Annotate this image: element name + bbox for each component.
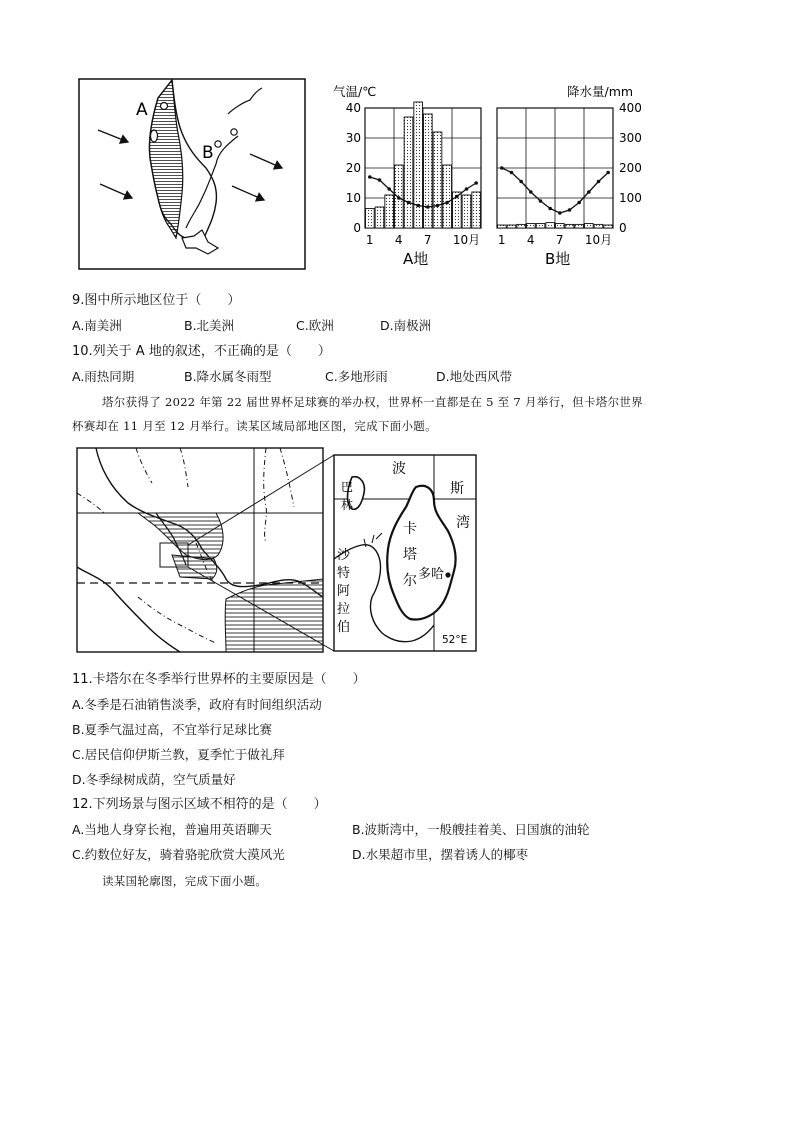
temp-point <box>587 190 591 194</box>
precip-bar <box>536 224 545 229</box>
precip-bar <box>594 224 603 228</box>
temp-point <box>519 180 523 184</box>
q12-stem: 12.下列场景与图示区域不相符的是（ ） <box>72 797 327 812</box>
x-tick-label: 1 <box>365 233 374 247</box>
temp-point <box>465 187 469 191</box>
x-tick-label: 10月 <box>584 233 613 247</box>
middle-east-map <box>76 447 478 655</box>
q11-stem: 11.卡塔尔在冬季举行世界杯的主要原因是（ ） <box>72 672 366 687</box>
temp-point <box>568 208 572 212</box>
chart-b-ylabel: 降水量/mm <box>567 84 634 99</box>
x-tick-label: 1 <box>497 233 506 247</box>
location-a-dot <box>161 103 168 110</box>
intro-country: 读某国轮廓图，完成下面小题。 <box>102 874 268 888</box>
precip-bar <box>498 225 507 228</box>
q12-option-a[interactable]: A.当地人身穿长袍，普遍用英语聊天 <box>72 822 272 837</box>
precip-bar <box>404 117 413 228</box>
q11-option-c[interactable]: C.居民信仰伊斯兰教，夏季忙于做礼拜 <box>72 747 285 762</box>
x-tick-label: 7 <box>555 233 564 247</box>
precip-bar <box>385 195 394 228</box>
y-tick-label: 30 <box>345 131 361 145</box>
y2-tick-label: 0 <box>619 221 627 235</box>
y2-tick-label: 300 <box>619 131 642 145</box>
q9-option-c[interactable]: C.欧洲 <box>296 318 334 333</box>
q10-stem: 10.列关于 A 地的叙述，不正确的是（ ） <box>72 344 331 359</box>
q10-option-a[interactable]: A.雨热同期 <box>72 369 135 384</box>
climate-charts <box>325 80 650 270</box>
x-tick-label: 10月 <box>452 233 481 247</box>
temp-point <box>378 178 382 182</box>
q12-option-c[interactable]: C.约数位好友，骑着骆驼欣赏大漠风光 <box>72 847 285 862</box>
y2-tick-label: 400 <box>619 101 642 115</box>
location-b-dot <box>215 141 221 147</box>
chiloe-island <box>151 130 158 142</box>
y-tick-label: 20 <box>345 161 361 175</box>
coast-dot <box>231 129 237 135</box>
temp-point <box>474 181 478 185</box>
precip-bar <box>546 223 555 228</box>
label-saudi-5: 伯 <box>337 620 351 635</box>
temp-point <box>500 166 504 170</box>
q11-option-b[interactable]: B.夏季气温过高，不宜举行足球比赛 <box>72 722 273 737</box>
temp-point <box>416 204 420 208</box>
label-saudi-4: 拉 <box>337 602 351 617</box>
precip-bar <box>414 102 423 228</box>
precip-bar <box>517 224 526 228</box>
temp-point <box>577 201 581 205</box>
chart-a-ylabel: 气温/℃ <box>333 84 377 99</box>
label-bahrain-1: 巴 <box>341 480 354 494</box>
q9-stem: 9.图中所示地区位于（ ） <box>72 293 241 308</box>
precip-bar <box>443 165 452 228</box>
y-tick-label: 40 <box>345 101 361 115</box>
intro-qatar-line1: 塔尔获得了 2022 年第 22 届世界杯足球赛的举办权，世界杯一直都是在 5 至 7 月举行，但卡塔尔世界 <box>102 395 643 409</box>
precip-bar <box>527 224 536 229</box>
temp-point <box>455 195 459 199</box>
q9-option-b[interactable]: B.北美洲 <box>184 318 235 333</box>
precip-bar <box>565 224 574 228</box>
label-b: B <box>202 143 214 163</box>
doha-dot <box>445 572 450 577</box>
precip-bar <box>604 225 613 228</box>
q10-option-c[interactable]: C.多地形雨 <box>325 369 388 384</box>
temp-point <box>510 171 514 175</box>
temp-point <box>529 190 533 194</box>
temp-point <box>407 201 411 205</box>
precip-bar <box>507 225 516 228</box>
q12-option-b[interactable]: B.波斯湾中，一般艘挂着美、日国旗的油轮 <box>352 822 590 837</box>
y-tick-label: 0 <box>353 221 361 235</box>
temp-point <box>597 180 601 184</box>
label-a: A <box>136 100 148 120</box>
precip-bar <box>585 224 594 229</box>
label-qatar-2: 塔 <box>403 547 417 563</box>
precip-bar <box>556 224 565 229</box>
precip-bar <box>462 195 471 228</box>
temp-point <box>387 187 391 191</box>
precip-bar <box>366 209 375 229</box>
q11-option-d[interactable]: D.冬季绿树成荫，空气质量好 <box>72 772 236 787</box>
q12-option-d[interactable]: D.水果超市里，摆着诱人的椰枣 <box>352 847 529 862</box>
x-tick-label: 4 <box>526 233 535 247</box>
q10-option-d[interactable]: D.地处西风带 <box>436 369 513 384</box>
label-meridian: 52°E <box>442 634 468 646</box>
label-doha: 多哈 <box>418 567 445 582</box>
label-bo: 波 <box>392 461 406 477</box>
q9-option-a[interactable]: A.南美洲 <box>72 318 122 333</box>
y2-tick-label: 100 <box>619 191 642 205</box>
y2-tick-label: 200 <box>619 161 642 175</box>
temp-point <box>558 211 562 215</box>
intro-qatar-line2: 杯赛却在 11 月至 12 月举行。读某区域局部地区图，完成下面小题。 <box>72 419 437 433</box>
temp-point <box>606 171 610 175</box>
x-tick-label: 4 <box>394 233 403 247</box>
label-saudi-1: 沙 <box>337 548 351 563</box>
temp-point <box>548 207 552 211</box>
label-si: 斯 <box>450 481 464 497</box>
label-saudi-3: 阿 <box>337 584 351 599</box>
precip-bar <box>375 207 384 228</box>
label-qatar-1: 卡 <box>403 521 417 537</box>
chart-a-title: A地 <box>403 250 429 268</box>
chart-b <box>497 108 613 228</box>
temp-point <box>426 205 430 209</box>
precip-bar <box>472 192 481 228</box>
temp-point <box>368 175 372 179</box>
temp-point <box>539 199 543 203</box>
chart-b-title: B地 <box>545 250 571 268</box>
label-wan: 湾 <box>456 515 470 531</box>
temp-point <box>397 196 401 200</box>
chart-a <box>365 102 481 228</box>
q11-option-a[interactable]: A.冬季是石油销售淡季，政府有时间组织活动 <box>72 697 322 712</box>
x-tick-label: 7 <box>423 233 432 247</box>
temp-point <box>436 204 440 208</box>
precip-bar <box>575 224 584 228</box>
south-america-map <box>78 78 306 270</box>
label-qatar-3: 尔 <box>403 573 417 589</box>
precip-bar <box>433 132 442 228</box>
y-tick-label: 10 <box>345 191 361 205</box>
precip-bar <box>424 114 433 228</box>
temp-point <box>445 201 449 205</box>
label-bahrain-2: 林 <box>341 498 354 512</box>
q9-option-d[interactable]: D.南极洲 <box>380 318 432 333</box>
label-saudi-2: 特 <box>337 566 351 581</box>
q10-option-b[interactable]: B.降水属冬雨型 <box>184 369 272 384</box>
